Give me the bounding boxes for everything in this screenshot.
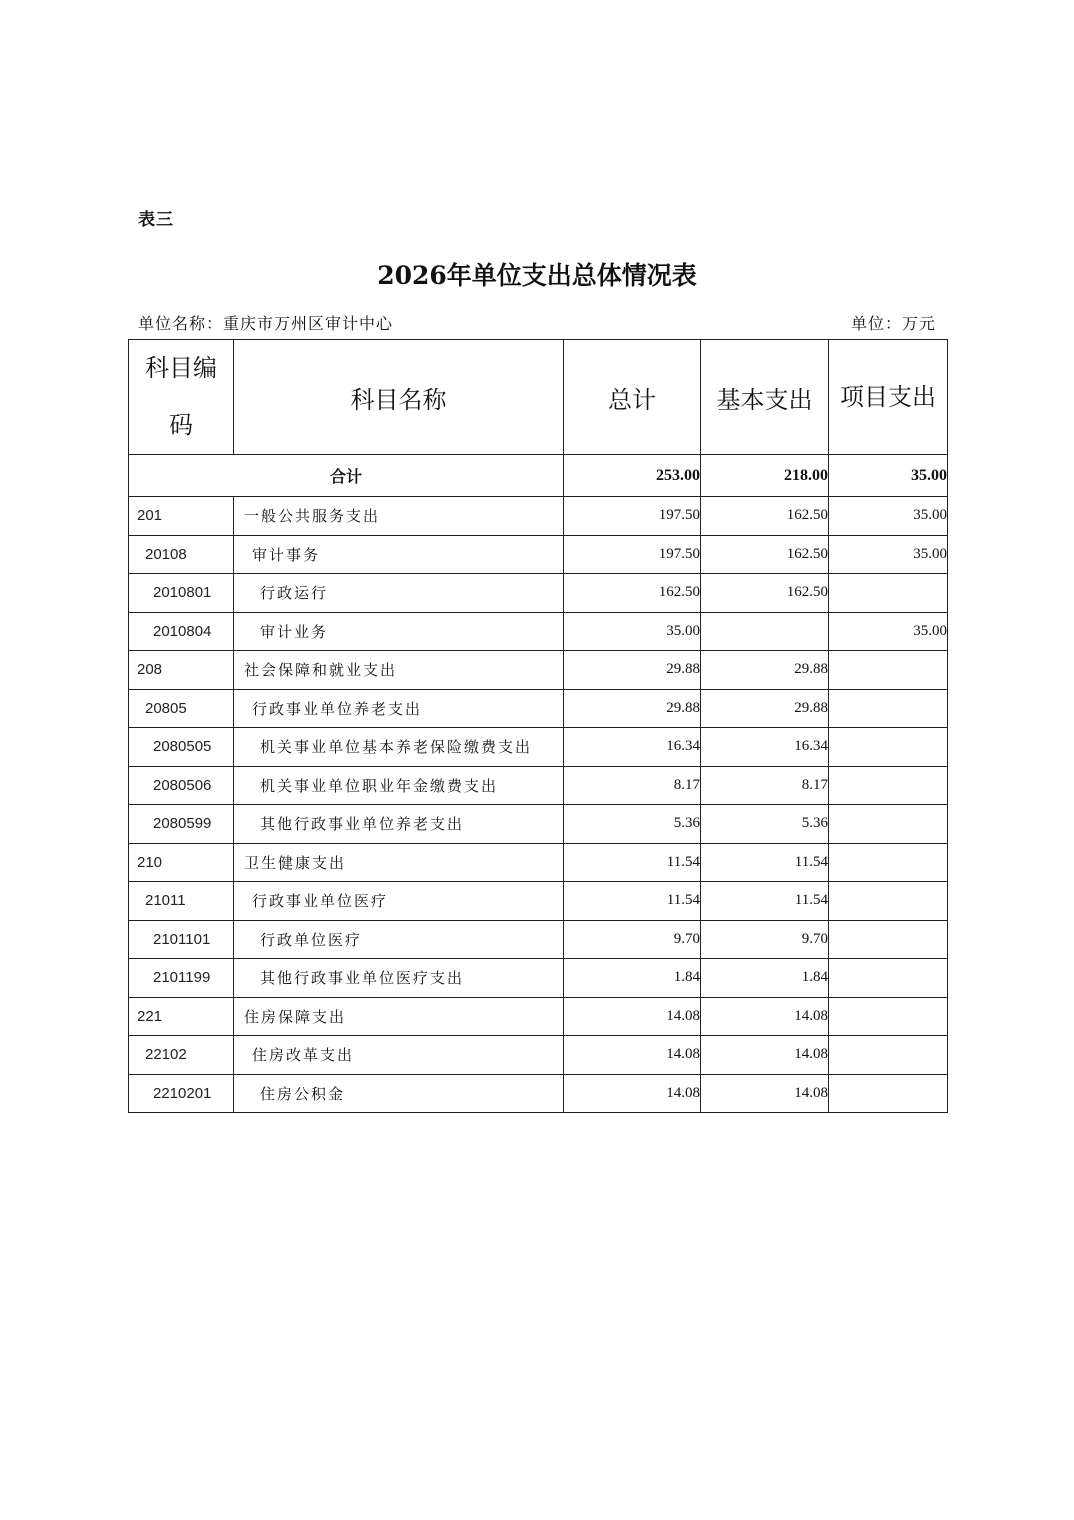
row-code: 2080599 <box>129 805 234 844</box>
table-row <box>129 959 948 998</box>
row-project <box>829 651 948 690</box>
row-total: 197.50 <box>564 535 701 574</box>
row-total: 11.54 <box>564 843 701 882</box>
row-basic <box>701 612 829 651</box>
row-name: 审计业务 <box>234 612 564 651</box>
row-basic: 16.34 <box>701 728 829 767</box>
row-total: 35.00 <box>564 612 701 651</box>
row-code: 201 <box>129 497 234 536</box>
row-name: 行政事业单位医疗 <box>234 882 564 921</box>
row-project <box>829 1036 948 1075</box>
row-project <box>829 843 948 882</box>
header-code: 科目编码 <box>129 340 234 455</box>
unit-of-measure: 单位：万元 <box>850 314 936 333</box>
row-project: 35.00 <box>829 497 948 536</box>
row-name: 一般公共服务支出 <box>234 497 564 536</box>
row-basic: 8.17 <box>701 766 829 805</box>
row-basic: 11.54 <box>701 882 829 921</box>
row-name: 行政运行 <box>234 574 564 613</box>
row-name: 住房保障支出 <box>234 997 564 1036</box>
row-project: 35.00 <box>829 535 948 574</box>
row-basic: 11.54 <box>701 843 829 882</box>
table-row <box>129 882 948 921</box>
row-project <box>829 766 948 805</box>
row-total: 14.08 <box>564 1036 701 1075</box>
row-code: 22102 <box>129 1036 234 1075</box>
total-basic: 218.00 <box>701 455 829 497</box>
row-basic: 162.50 <box>701 535 829 574</box>
row-code: 2010804 <box>129 612 234 651</box>
table-label: 表三 <box>138 210 174 230</box>
header-basic: 基本支出 <box>701 340 829 455</box>
row-name: 卫生健康支出 <box>234 843 564 882</box>
row-total: 11.54 <box>564 882 701 921</box>
row-name: 机关事业单位职业年金缴费支出 <box>234 766 564 805</box>
table-row <box>129 1074 948 1113</box>
total-row <box>129 455 948 497</box>
document-title: 2026年单位支出总体情况表 <box>377 261 697 290</box>
header-name: 科目名称 <box>234 340 564 455</box>
row-basic: 14.08 <box>701 997 829 1036</box>
row-name: 审计事务 <box>234 535 564 574</box>
row-basic: 162.50 <box>701 574 829 613</box>
row-basic: 9.70 <box>701 920 829 959</box>
row-code: 208 <box>129 651 234 690</box>
row-total: 8.17 <box>564 766 701 805</box>
row-code: 2101101 <box>129 920 234 959</box>
row-project <box>829 882 948 921</box>
total-label: 合计 <box>129 455 564 497</box>
row-name: 住房公积金 <box>234 1074 564 1113</box>
row-basic: 1.84 <box>701 959 829 998</box>
row-name: 机关事业单位基本养老保险缴费支出 <box>234 728 564 767</box>
row-code: 2210201 <box>129 1074 234 1113</box>
row-total: 14.08 <box>564 1074 701 1113</box>
row-total: 29.88 <box>564 651 701 690</box>
table-row <box>129 612 948 651</box>
row-name: 行政单位医疗 <box>234 920 564 959</box>
row-basic: 162.50 <box>701 497 829 536</box>
row-project <box>829 689 948 728</box>
table-row <box>129 689 948 728</box>
row-project: 35.00 <box>829 612 948 651</box>
row-total: 5.36 <box>564 805 701 844</box>
row-total: 29.88 <box>564 689 701 728</box>
row-basic: 29.88 <box>701 689 829 728</box>
row-project <box>829 997 948 1036</box>
table-row <box>129 766 948 805</box>
row-code: 210 <box>129 843 234 882</box>
row-name: 其他行政事业单位医疗支出 <box>234 959 564 998</box>
table-row <box>129 497 948 536</box>
header-project: 项目支出 <box>829 340 948 455</box>
table-row <box>129 997 948 1036</box>
row-name: 其他行政事业单位养老支出 <box>234 805 564 844</box>
row-code: 2010801 <box>129 574 234 613</box>
table-row <box>129 805 948 844</box>
row-project <box>829 574 948 613</box>
row-code: 20805 <box>129 689 234 728</box>
row-basic: 14.08 <box>701 1074 829 1113</box>
row-code: 221 <box>129 997 234 1036</box>
table-row <box>129 1036 948 1075</box>
row-name: 社会保障和就业支出 <box>234 651 564 690</box>
row-total: 162.50 <box>564 574 701 613</box>
table-row <box>129 920 948 959</box>
row-basic: 5.36 <box>701 805 829 844</box>
row-total: 197.50 <box>564 497 701 536</box>
row-total: 9.70 <box>564 920 701 959</box>
row-project <box>829 920 948 959</box>
row-total: 14.08 <box>564 997 701 1036</box>
table-row <box>129 535 948 574</box>
table-row <box>129 728 948 767</box>
row-name: 住房改革支出 <box>234 1036 564 1075</box>
row-total: 16.34 <box>564 728 701 767</box>
row-project <box>829 959 948 998</box>
row-project <box>829 805 948 844</box>
row-basic: 29.88 <box>701 651 829 690</box>
row-code: 20108 <box>129 535 234 574</box>
row-code: 2080505 <box>129 728 234 767</box>
row-code: 21011 <box>129 882 234 921</box>
table-header-row <box>129 340 948 455</box>
table-row <box>129 651 948 690</box>
row-name: 行政事业单位养老支出 <box>234 689 564 728</box>
row-code: 2101199 <box>129 959 234 998</box>
row-project <box>829 728 948 767</box>
unit-name: 单位名称：重庆市万州区审计中心 <box>138 314 394 333</box>
row-basic: 14.08 <box>701 1036 829 1075</box>
total-project: 35.00 <box>829 455 948 497</box>
expenditure-table <box>128 339 948 1113</box>
table-row <box>129 843 948 882</box>
total-sum: 253.00 <box>564 455 701 497</box>
row-code: 2080506 <box>129 766 234 805</box>
row-project <box>829 1074 948 1113</box>
row-total: 1.84 <box>564 959 701 998</box>
table-row <box>129 574 948 613</box>
header-total: 总计 <box>564 340 701 455</box>
